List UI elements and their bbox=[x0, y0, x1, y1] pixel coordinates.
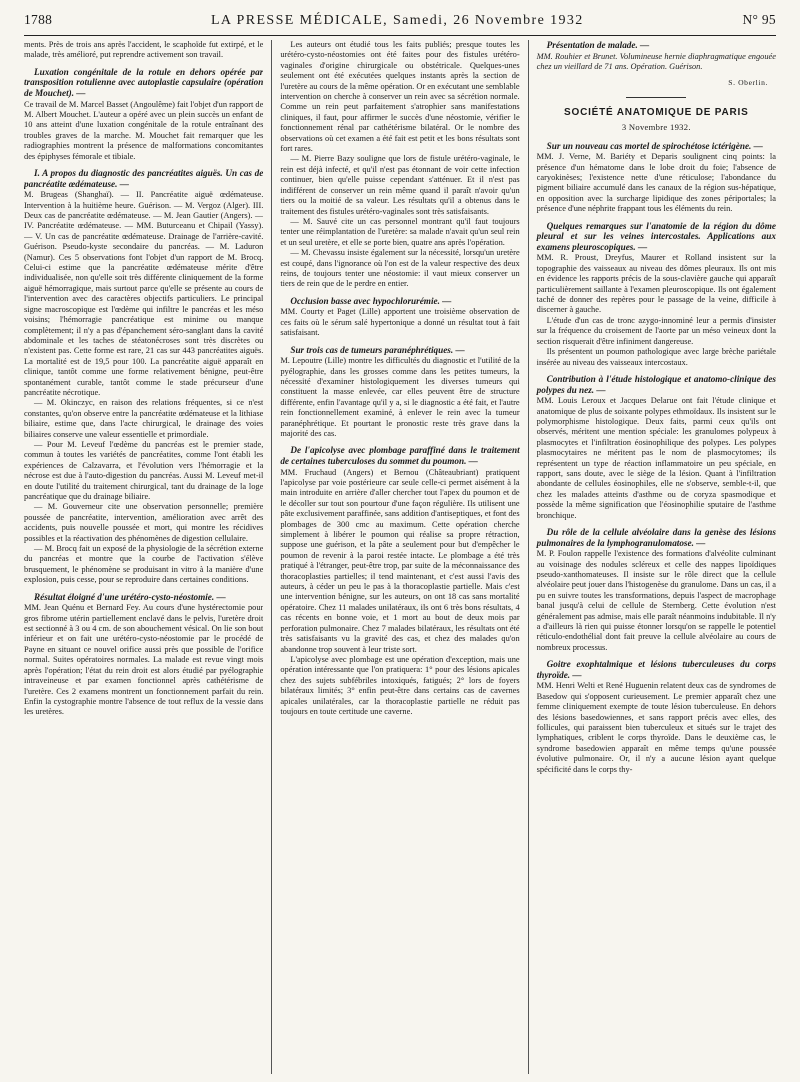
column-1 bbox=[24, 40, 263, 1074]
article-paragraph: Ils présentent un poumon pathologique avec large brèche pariétale insérée au niveau des vaisseaux intercostaux. bbox=[536, 347, 776, 367]
text-columns bbox=[24, 40, 776, 1074]
article-body: MM. J. Verne, M. Bariéty et Deparis soulignent cinq points: la présence d'un hématome dans le lobe droit du foie; l'absence de caryokinèses; l'existence nette d'une réticulose; l'abondance du pigment biliaire accumulé dans les canaux de la région sus-hépatique, en opposition avec la surcharge lipidique des zones périportales; la présence d'une néphrite frappant tous les éléments du rein. bbox=[536, 152, 776, 214]
article-paragraph: — M. Okinczyc, en raison des relations fréquentes, si ce n'est constantes, qu'on observe entre la pancréatite œdémateuse et la lithiase biliaire, estime que, dans l'acte chirurgical, le drainage des voies biliaires conserve une valeur essentielle et primordiale. bbox=[24, 398, 264, 439]
article-body: MM. Louis Leroux et Jacques Delarue ont fait l'étude clinique et anatomique de plus de soixante polypes ethmoïdaux. Ils insistent sur le polymorphisme histologique. Deux faits, parmi ceux qu'ils ont observés, méritent une mention spéciale: les granulomes polypeux à plasmocytes et l'infiltration éosinophilique des polypes. Les polypes plasmocytaires ne méritent pas le nom de plasmocytomes; ils représentent un type de réaction inflammatoire un peu spéciale, en rapport, sans doute, avec le siège de la lésion. Quant à l'infiltration abondante de cellules éosinophiles, elle ne s'observe, semble-t-il, que chez les malades atteints d'asthme ou de coryza spasmodique et possède la même signification que l'éosinophilie sputaire de l'asthme bronchique. bbox=[536, 396, 776, 520]
article-paragraph: — M. Brocq fait un exposé de la physiologie de la sécrétion externe du pancréas et montre que la courbe de l'activation s'élève brusquement, le phénomène se produisant in vitro à la manière d'une explosion, puis cesse, pour se reproduire dans certaines conditions. bbox=[24, 544, 264, 585]
page-header bbox=[24, 12, 776, 34]
article-spirochetose bbox=[537, 141, 776, 215]
article-title: Occlusion basse avec hypochlorurémie. — bbox=[290, 295, 452, 306]
article-body: MM. Fruchaud (Angers) et Bernou (Châteaubriant) pratiquent l'apicolyse par voie postérieure car seule celle-ci permet aisément à la main introduite en arrière d'aller chercher tout l'apex du poumon et de le décoller sur tout son pourtour d'une façon régulière. Ils utilisent une pâte exclusivement paraffinée, sans addition d'antiseptiques, et font des plombages de 300 cmc au maximum. Cette opération cherche simplement à libérer le poumon qui réalise sa propre rétraction, suppose une guérison, et la pâte a seulement pour but d'empêcher le poumon de revenir à la paroi restée intacte. Le plombage a été très pratiqué à l'étranger, peut-être trop, par suite de la méconnaissance des thoracoplasties partielles; il tend maintenant, et c'est aussi l'avis des auteurs, à céder un peu le pas à la thoracoplastie partielle. Mais c'est une intervention bénigne, sur les auteurs, on ont 18 cas sans mortalité opératoire. Chez 11 malades unilatéraux, ils ont 6 très bons résultats, 4 cas récents en bonne voie, et 1 mort au bout de deux mois par perforation pulmonaire. Chez 7 malades bilatéraux, les résultats ont été très satisfaisants vu la gravité des cas, et chez des malades qu'on abandonne trop souvent à leur triste sort. bbox=[280, 467, 520, 654]
page-number: 1788 bbox=[24, 12, 53, 27]
article-title: De l'apicolyse avec plombage paraffiné dans le traitement de certaines tuberculoses du sommet du poumon. — bbox=[280, 445, 520, 466]
article-title: Présentation de malade. — bbox=[546, 40, 650, 50]
article-title: Du rôle de la cellule alvéolaire dans la genèse des lésions pulmonaires de la lymphogranulomatose. — bbox=[536, 526, 776, 548]
article-dome-pleural bbox=[537, 221, 776, 368]
article-body: M. Brugeas (Shanghaï). — II. Pancréatite aiguë œdémateuse. Intervention à la huitième heure. Guérison. — M. Vergoz (Alger). III. Deux cas de pancréatite œdémateuse. — M. Jean Gautier (Angers). — IV. Pancréatite œdémateuse. — MM. Buturceanu et Chipail (Yassy). — V. Un cas de pancréatite œdémateuse. Drainage de l'arrière-cavité. Guérison. Pseudo-kyste secondaire du pancréas. — M. Laduron (Namur). Ces 5 observations font l'objet d'un rapport de M. Brocq. Celui-ci estime que la pancréatite œdémateuse mérite d'être individualisée, non qu'elle soit très différente cliniquement de la forme aiguë hémorragique, mais surtout parce qu'elle se présente au cours de l'intervention avec des caractères objectifs particuliers. Le principal signe macroscopique est l'œdème qui infiltre le pancréas et les méso voisins; l'hémorragie pancréatique est minime ou manque complètement; il n'y a pas d'épanchement séro-sanglant dans la cavité abdominale et les taches de stéatonécroses sont très discrètes ou n'existent pas. Cette forme est rare, 21 cas sur 443 pancréatites aiguës. La mortalité est de 19,5 pour 100. La pancréatite aiguë apparaît en clinique, tantôt comme une forme relativement bénigne, peut-être spontanément curable, tantôt comme le stade précurseur d'une pancréatite nécrotique. bbox=[24, 190, 264, 397]
signature: S. Oberlin. bbox=[728, 78, 768, 88]
section-divider bbox=[626, 97, 686, 98]
article-paragraph: — M. Pierre Bazy souligne que lors de fistule urétéro-vaginale, le rein est déjà infecté, et qu'il n'est pas étonnant de voir cette infection continuer, bien qu'elle puisse cependant s'atténuer. Et il n'est pas indifférent de conserver un rein même quand il paraît n'avoir qu'un tiers ou la moitié de sa valeur. Les résultats qu'il a obtenus dans le traitement des fistules urétéro-vaginales sont très satisfaisants. bbox=[280, 154, 520, 216]
article-apicolyse bbox=[280, 445, 519, 717]
article-paragraph: — Pour M. Leveuf l'œdème du pancréas est le premier stade, commun à toutes les variétés de pancréatites, comme l'ont établi les expériences de Calzavarra, et l'évolution vers l'hémorragie et la nécrose est due à l'auto-digestion du pancréas. Aussi M. Leveuf met-il en doute l'utilité du traitement chirurgical, tant du drainage de la loge pancréatique que du drainage biliaire. bbox=[24, 439, 264, 501]
issue-number: N° 95 bbox=[742, 12, 776, 27]
article-paragraph: Les auteurs ont étudié tous les faits publiés; presque toutes les urétéro-cysto-néostomies ont été faites pour des fistules urétéro-vaginales d'origine chirurgicale ou obstétricale. Quelques-unes seulement ont été exécutées quelques instants après la section de l'uretère au cours de la même opération. Or en exécutant une semblable intervention on cherche à conserver un rein avec sa sécrétion normale. Comme un rein peut parfaitement s'atrophier sans manifestations cliniques, il faut, pour affirmer le succès d'une néostomie, vérifier le fonctionnement rénal par cathétérisme bilatéral. Or le nombre des observations où cet examen a été fait est petit et les bons résultats sont fort rares. bbox=[280, 40, 520, 154]
article-body: Ce travail de M. Marcel Basset (Angoulême) fait l'objet d'un rapport de M. Albert Mouchet. L'auteur a opéré avec un plein succès un enfant de 10 ans atteint d'une luxation congénitale de la rotule entraînant des troubles graves de la marche. M. Mouchet fait remarquer que les radiographies montrent la présence de malformations concomitantes des épiphyses fémorale et tibiale. bbox=[24, 99, 264, 161]
article-paragraph: — M. Gouverneur cite une observation personnelle; première poussée de pancréatite, intervention, amélioration avec arrêt des accidents, puis nouvelle poussée et mort, qui montre les récidives possibles et la réactivation des phénomènes de digestion cellulaire. bbox=[24, 502, 264, 543]
article-body: M. Lepoutre (Lille) montre les difficultés du diagnostic et l'utilité de la pyélographie, dans les grosses comme dans les petites tumeurs, la nécessité d'examiner histologiquement les diverses tumeurs qui constituent la masse enlevée, car elles peuvent être de structure différente, enfin l'avantage qu'il y a, si le diagnostic a été fait, et l'autre rein fonctionnellement examiné, à enlever le rein avec la tumeur paranéphrétique. Et pourtant le pronostic reste très grave dans la majorité des cas. bbox=[280, 356, 520, 438]
article-title: Sur trois cas de tumeurs paranéphrétiques. — bbox=[290, 344, 465, 355]
society-date: 3 Novembre 1932. bbox=[621, 122, 691, 133]
article-goitre bbox=[537, 659, 776, 775]
continued-paragraph: ments. Près de trois ans après l'accident, le scaphoïde fut extirpé, et le malade, très amélioré, put reprendre activement son travail. bbox=[24, 40, 264, 60]
article-paragraph: — M. Sauvé cite un cas personnel montrant qu'il faut toujours tenter une réimplantation de l'uretère: sa malade n'avait qu'un seul rein et un seul uretère, et elle se porte bien, quatre ans après l'opération. bbox=[280, 216, 520, 247]
header-rule bbox=[24, 35, 776, 36]
society-heading: SOCIÉTÉ ANATOMIQUE DE PARIS bbox=[564, 106, 749, 118]
article-presentation bbox=[537, 40, 776, 72]
article-paragraph: L'apicolyse avec plombage est une opération d'exception, mais une opération intéressante que l'on pratiquera: 1° pour des lésions apicales chez des sujets subfébriles intoxiqués, fatigués; 2° lors de foyers bilatéraux limités; 3° enfin peut-être dans certains cas de cavernes apicales unilatérales, car la thoracoplastie partielle ne réduit pas toujours en toute certitude une caverne. bbox=[280, 654, 520, 716]
article-paragraph: L'étude d'un cas de tronc azygo-innominé leur a permis d'insister sur la fréquence du croisement de l'aorte par un méso veineux dont la section risquerait d'être infiniment dangereuse. bbox=[536, 315, 776, 346]
article-title: Luxation congénitale de la rotule en dehors opérée par transposition rotulienne avec autoplastie capsulaire (opération de Mouchet). — bbox=[24, 66, 264, 98]
article-body: MM. Jean Quénu et Bernard Fey. Au cours d'une hystérectomie pour gros fibrome utérin partiellement enclavé dans le pelvis, l'uretère droit est sectionné à 3 ou 4 cm. de son abouchement vésical. On lie son bout inférieur et on fait une urétéro-cysto-néostomie par le procédé de Payne en situant ce nouvel orifice aussi près que possible de l'orifice normal. Suites opératoires normales. La malade est revue vingt mois après l'opération; l'état du rein droit est alors étudié par pyélographie intraveineuse et par examen fonctionnel après cathétérisme de l'uretère. Ces 2 examens montrent un fonctionnement parfait du rein. Enfin la cystographie montre l'absence de tout reflux de la vessie dans les uretères. bbox=[24, 603, 264, 717]
column-2 bbox=[271, 40, 519, 1074]
article-body: MM. Courty et Paget (Lille) apportent une troisième observation de ces faits où le sérum salé hypertonique a donné un résultat tout à fait satisfaisant. bbox=[280, 307, 520, 338]
article-luxation bbox=[24, 67, 263, 162]
article-tumeurs bbox=[280, 345, 519, 440]
article-cellule-alveolaire bbox=[537, 527, 776, 653]
article-pancreatites bbox=[24, 168, 263, 586]
article-title: Goitre exophtalmique et lésions tuberculeuses du corps thyroïde. — bbox=[536, 659, 776, 680]
article-body: MM. Henri Welti et René Huguenin relatent deux cas de syndromes de Basedow qui s'opposent curieusement. Le premier apparaît chez une femme cliniquement exempte de toute lésion tuberculeuse. En dehors des lésions basedowiennes, et sans rapport précis avec elles, des follicules, qui paraissent bien tuberculeux et situés sur le trajet des lymphatiques, criblent le corps thyroïde. Dans le deuxième cas, le syndrome basedowien apparaît en même temps qu'une poussée évolutive pulmonaire. Or, il n'y a aucune lésion ayant quelque spécificité dans le corps thy- bbox=[536, 681, 776, 774]
article-title: I. A propos du diagnostic des pancréatites aiguës. Un cas de pancréatite œdémateuse. — bbox=[24, 168, 264, 189]
article-title: Quelques remarques sur l'anatomie de la région du dôme pleural et sur les veines intercostales. Applications aux examens pleuroscopiques. — bbox=[536, 220, 776, 252]
journal-name: LA PRESSE MÉDICALE, bbox=[210, 13, 389, 28]
article-ureterocysto bbox=[24, 592, 263, 718]
article-occlusion bbox=[280, 296, 519, 339]
journal-title-line bbox=[211, 13, 584, 29]
article-title: Contribution à l'étude histologique et anatomo-clinique des polypes du nez. — bbox=[536, 373, 776, 395]
issue-date: Samedi, 26 Novembre 1932 bbox=[393, 13, 584, 28]
article-body: MM. R. Proust, Dreyfus, Maurer et Rolland insistent sur la topographie des vaisseaux au niveau des dômes pleuraux. Ils ont mis en évidence les rapports précis de la sous-clavière gauche qui apparaît particulièrement saillante à l'examen pleuroscopique. Ils ont également taché de donner des repères pour le passage de la veine, difficile à discerner à gauche. bbox=[536, 253, 776, 315]
article-body: M. P. Foulon rappelle l'existence des formations d'alvéolite culminant au voisinage des nodules scléreux et celle des nappes lipoïdiques pseudo-xanthomateuses. Il insiste sur le rôle direct que la cellule alvéolaire peut jouer dans l'histogenèse du granulome. Dans un cas, il a pu en suivre toutes les transformations, depuis l'aspect de macrophage banal jusqu'à celui de cellule de Sternberg. Cette évolution n'est généralement pas admise, mais elle paraît néanmoins indubitable. Il n'y a d'ailleurs là rien qui puisse étonner lorsqu'on se rappelle le potentiel réticulo-endothélial dont fait preuve la cellule alvéolaire au cours de nombreux processus. bbox=[536, 549, 776, 652]
article-title: Sur un nouveau cas mortel de spirochétose ictérigène. — bbox=[546, 140, 763, 151]
article-paragraph: — M. Chevassu insiste également sur la nécessité, lorsqu'un uretère est coupé, dans l'ignorance où l'on est de la valeur respective des deux reins, de toujours tenter une néostomie: il vaut mieux conserver un tiers de rein que de le perdre en entier. bbox=[280, 248, 520, 289]
column-3 bbox=[528, 40, 776, 1074]
article-body: MM. Rouhier et Brunet. Volumineuse hernie diaphragmatique engouée chez un vieillard de 71 ans. Opération. Guérison. bbox=[536, 51, 776, 71]
article-polypes bbox=[537, 374, 776, 521]
article-title: Résultat éloigné d'une urétéro-cysto-néostomie. — bbox=[34, 591, 226, 602]
